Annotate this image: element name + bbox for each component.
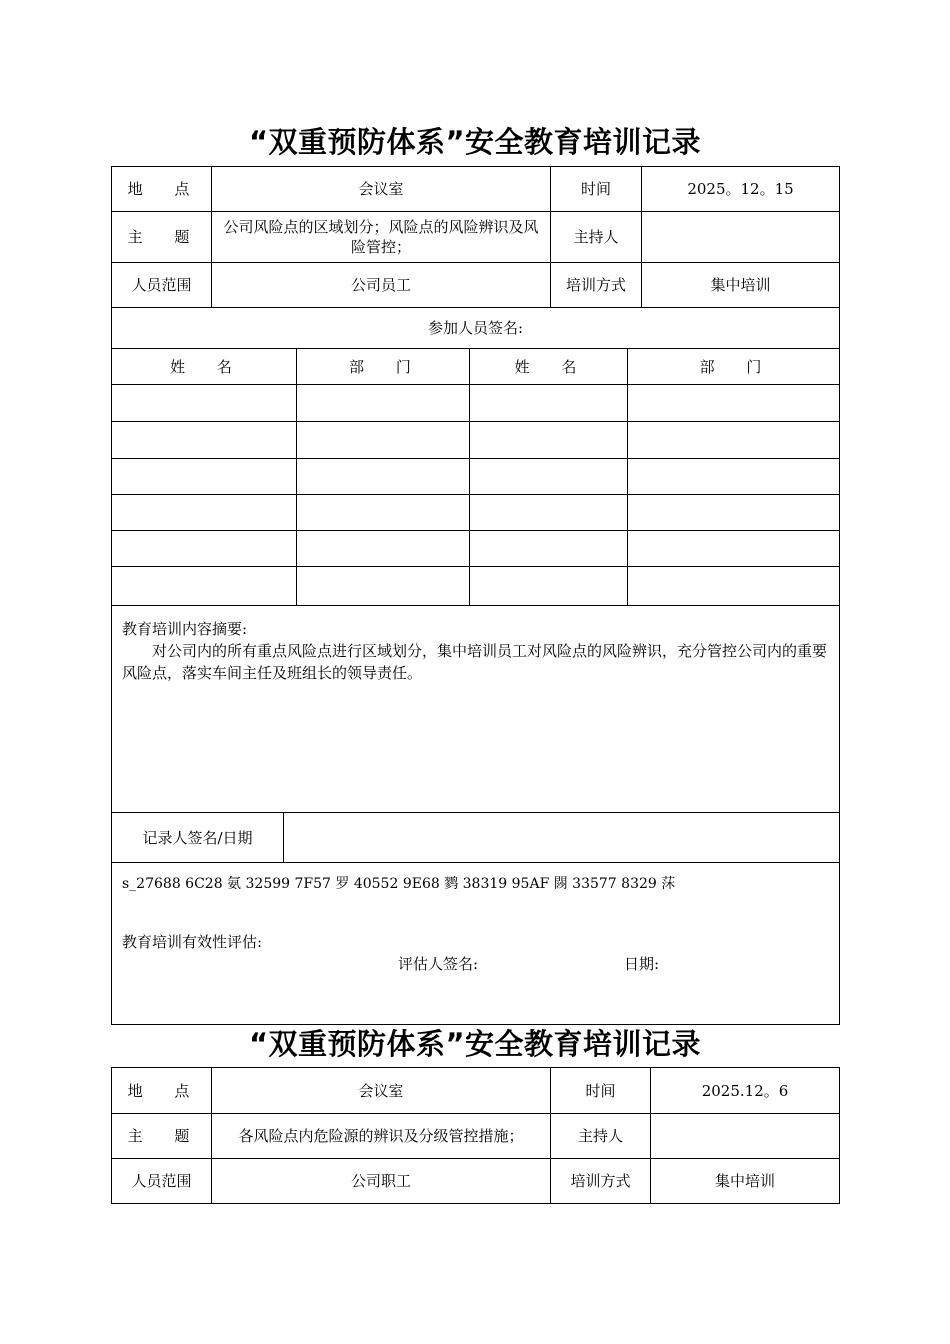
attendee-cell[interactable]: [297, 385, 470, 422]
location-value: 会议室: [212, 167, 551, 212]
attendee-row: [112, 531, 840, 567]
scope-label: 人员范围: [112, 1159, 212, 1204]
attendee-cell[interactable]: [112, 422, 297, 459]
evaluator-label: 评估人签名:: [398, 955, 479, 973]
attendee-row: [112, 422, 840, 459]
attendee-cell[interactable]: [628, 531, 840, 567]
col-dept-1: 部 门: [297, 349, 470, 385]
attendee-cell[interactable]: [470, 385, 628, 422]
time-value: 2025.12。6: [651, 1068, 840, 1114]
attendee-cell[interactable]: [297, 495, 470, 531]
content-body: 对公司内的所有重点风险点进行区域划分，集中培训员工对风险点的风险辨识，充分管控公司内的重要风险点，落实车间主任及班组长的领导责任。: [122, 642, 828, 682]
attendee-row: [112, 567, 840, 606]
attendee-cell[interactable]: [112, 567, 297, 606]
time-value: 2025。12。15: [642, 167, 840, 212]
host-label: 主持人: [551, 1114, 651, 1159]
method-value: 集中培训: [642, 263, 840, 308]
attendee-cell[interactable]: [470, 422, 628, 459]
topic-value: 公司风险点的区域划分；风险点的风险辨识及风险管控；: [212, 212, 551, 263]
scope-label: 人员范围: [112, 263, 212, 308]
attendee-cell[interactable]: [628, 385, 840, 422]
recorder-label: 记录人签名/日期: [112, 813, 284, 863]
evaluation-label: 教育培训有效性评估:: [122, 933, 263, 951]
code-line: s_27688 6C28 氨 32599 7F57 罗 40552 9E68 鹨 38319 95AF 閯 33577 8329 莯: [122, 876, 676, 892]
attendee-cell[interactable]: [470, 495, 628, 531]
host-value: [651, 1114, 840, 1159]
attendee-row: [112, 495, 840, 531]
attendee-cell[interactable]: [470, 531, 628, 567]
attendee-cell[interactable]: [297, 422, 470, 459]
content-table: [111, 605, 840, 1025]
record2-title: “双重预防体系”安全教育培训记录: [248, 1027, 702, 1061]
record1-title: “双重预防体系”安全教育培训记录: [248, 125, 702, 159]
attendee-cell[interactable]: [112, 385, 297, 422]
attendee-cell[interactable]: [112, 495, 297, 531]
host-label: 主持人: [551, 212, 642, 263]
attendee-cell[interactable]: [470, 459, 628, 495]
host-value: [642, 212, 840, 263]
location-value: 会议室: [212, 1068, 551, 1114]
method-label: 培训方式: [551, 1159, 651, 1204]
col-name-1: 姓 名: [112, 349, 297, 385]
attendee-cell[interactable]: [112, 531, 297, 567]
attendee-table: [111, 348, 840, 606]
attendee-row: [112, 459, 840, 495]
scope-value: 公司员工: [212, 263, 551, 308]
date-label: 日期:: [624, 955, 660, 973]
attendee-cell[interactable]: [297, 531, 470, 567]
topic-label: 主 题: [112, 212, 212, 263]
col-name-2: 姓 名: [470, 349, 628, 385]
content-summary-cell: [112, 606, 840, 813]
time-label: 时间: [551, 1068, 651, 1114]
topic-label: 主 题: [112, 1114, 212, 1159]
attendee-cell[interactable]: [628, 422, 840, 459]
location-label: 地 点: [112, 167, 212, 212]
attendee-cell[interactable]: [297, 459, 470, 495]
content-label: 教育培训内容摘要:: [122, 620, 248, 638]
attendees-label: 参加人员签名:: [112, 308, 840, 349]
evaluation-cell: [112, 863, 840, 1025]
method-value: 集中培训: [651, 1159, 840, 1204]
attendee-cell[interactable]: [628, 495, 840, 531]
col-dept-2: 部 门: [628, 349, 840, 385]
attendee-cell[interactable]: [470, 567, 628, 606]
attendee-cell[interactable]: [628, 567, 840, 606]
record2-info-table: [111, 1067, 840, 1204]
attendee-cell[interactable]: [628, 459, 840, 495]
attendee-row: [112, 385, 840, 422]
recorder-value[interactable]: [284, 813, 840, 863]
scope-value: 公司职工: [212, 1159, 551, 1204]
location-label: 地 点: [112, 1068, 212, 1114]
time-label: 时间: [551, 167, 642, 212]
record1-info-table: [111, 166, 840, 349]
attendee-cell[interactable]: [112, 459, 297, 495]
topic-value: 各风险点内危险源的辨识及分级管控措施；: [212, 1114, 551, 1159]
attendee-cell[interactable]: [297, 567, 470, 606]
method-label: 培训方式: [551, 263, 642, 308]
